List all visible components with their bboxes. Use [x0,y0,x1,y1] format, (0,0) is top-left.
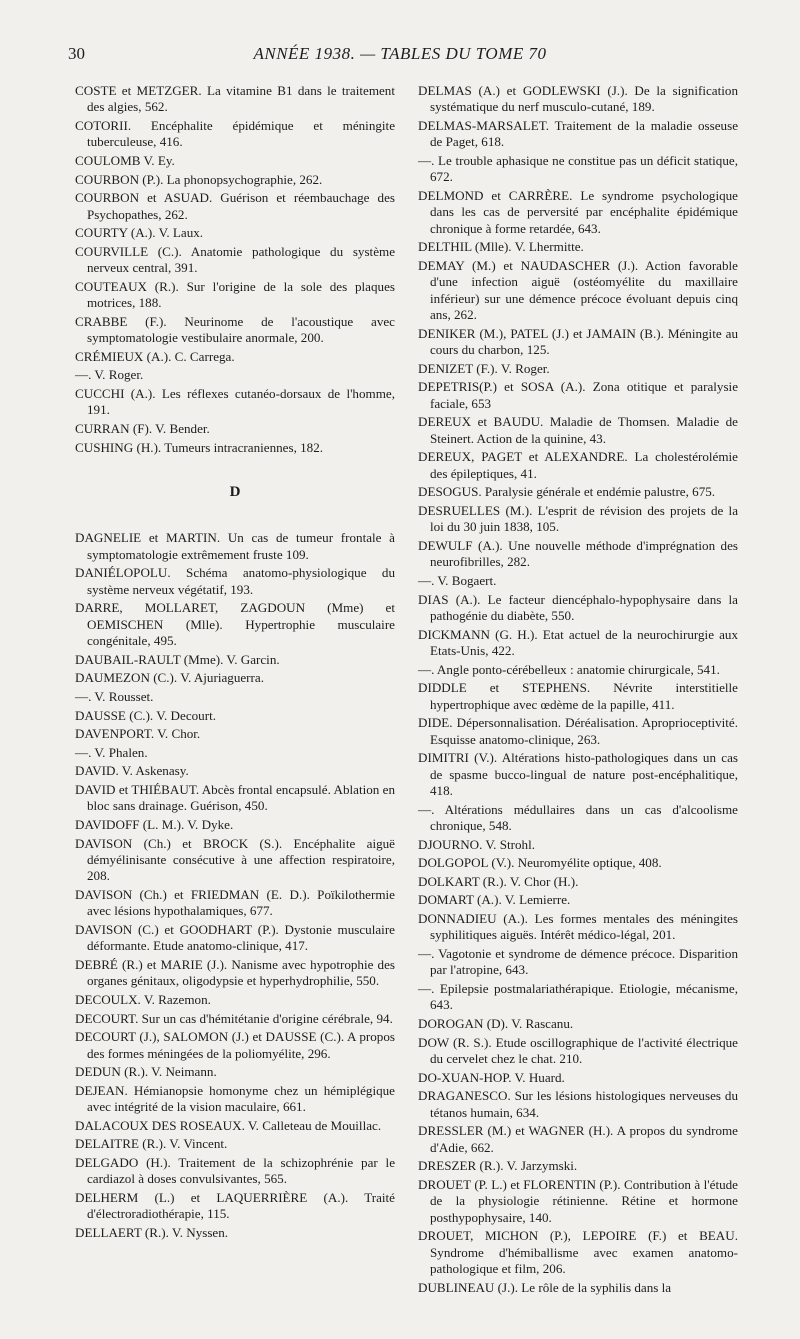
index-entry: —. V. Bogaert. [418,573,497,588]
index-entry: —. V. Rousset. [75,688,154,704]
index-entry: DELMAS (A.) et GODLEWSKI (J.). De la signification systématique du nerf musculo-cutané, 189. [418,83,738,115]
right-column [418,83,738,1298]
index-entry: DECOURT. Sur un cas d'hémitétanie d'origine cérébrale, 94. [75,1010,393,1026]
index-entry: CRÉMIEUX (A.). C. Carrega. [75,348,235,364]
index-entry: DEMAY (M.) et NAUDASCHER (J.). Action favorable d'une infection aiguë (ostéomyélite du maxillaire inférieur) sur une démence précoce évoluant depuis cinq ans, 262. [418,258,738,323]
index-entry: DAVENPORT. V. Chor. [75,726,201,742]
index-entry: DIAS (A.). Le facteur diencéphalo-hypophysaire dans la pathogénie du diabète, 550. [418,591,738,623]
index-entry: DOMART (A.). V. Lemierre. [418,892,571,908]
index-entry: COSTE et METZGER. La vitamine B1 dans le traitement des algies, 562. [75,83,395,115]
entries-d-continued [418,83,738,1296]
index-entry: —. Angle ponto-cérébelleux : anatomie chirurgicale, 541. [418,661,720,677]
index-entry: DEBRÉ (R.) et MARIE (J.). Nanisme avec hypotrophie des organes génitaux, oligodypsie et hyperhydrophilie, 550. [75,956,395,989]
index-entry: COURBON (P.). La phonopsychographie, 262. [75,171,323,187]
index-entry: DEJEAN. Hémianopsie homonyme chez un hémiplégique avec intégrité de la vision maculaire, 661. [75,1082,395,1115]
index-entry: DECOULX. V. Razemon. [75,991,211,1007]
index-entry: DICKMANN (G. H.). Etat actuel de la neurochirurgie aux Etats-Unis, 422. [418,626,738,658]
index-entry: COURBON et ASUAD. Guérison et réembauchage des Psychopathes, 262. [75,190,395,222]
index-entry: DIDE. Dépersonnalisation. Déréalisation. Aproprioceptivité. Esquisse anatomo-clinique, 263. [418,715,738,747]
index-entry: —. Altérations médullaires dans un cas d'alcoolisme chronique, 548. [418,801,738,833]
index-entry: DEWULF (A.). Une nouvelle méthode d'imprégnation des neurofibrilles, 282. [418,538,738,570]
index-entry: DRESZER (R.). V. Jarzymski. [418,1158,578,1174]
index-entry: DAVID et THIÉBAUT. Abcès frontal encapsulé. Ablation en bloc sans drainage. Guérison, 450. [75,781,395,814]
running-title: ANNÉE 1938. — TABLES DU TOME 70 [253,44,547,63]
index-entry: DENIKER (M.), PATEL (J.) et JAMAIN (B.). Méningite au cours du charbon, 125. [418,325,738,358]
index-entry: DAVISON (Ch.) et FRIEDMAN (E. D.). Poïkilothermie avec lésions hypothalamiques, 677. [75,886,395,919]
index-entry: —. Le trouble aphasique ne constitue pas un déficit statique, 672. [418,153,738,185]
index-entry: DAUBAIL-RAULT (Mme). V. Garcin. [75,651,280,667]
index-entry: DEREUX et BAUDU. Maladie de Thomsen. Maladie de Steinert. Action de la quinine, 43. [418,414,738,446]
index-entry: —. V. Phalen. [75,744,148,760]
index-entry: —. V. Roger. [75,367,144,383]
index-entry: DEPETRIS(P.) et SOSA (A.). Zona otitique et paralysie faciale, 653 [418,379,738,411]
index-entry: DALACOUX DES ROSEAUX. V. Calleteau de Mouillac. [75,1117,382,1133]
index-entry: —. Vagotonie et syndrome de démence précoce. Disparition par l'atropine, 643. [418,945,738,978]
index-entry: DESOGUS. Paralysie générale et endémie palustre, 675. [418,484,716,500]
left-column [75,83,395,1244]
index-entry: DELMAS-MARSALET. Traitement de la maladie osseuse de Paget, 618. [418,118,738,150]
index-entry: DECOURT (J.), SALOMON (J.) et DAUSSE (C.). A propos des formes méningées de la poliomyélite, 296. [75,1029,395,1061]
index-entry: COURTY (A.). V. Laux. [75,225,204,241]
index-entry: DO-XUAN-HOP. V. Huard. [418,1069,565,1085]
index-entry: DIMITRI (V.). Altérations histo-pathologiques dans un cas de spasme bucco-lingual de nature post-encéphalitique, 418. [418,750,738,798]
index-entry: DENIZET (F.). V. Roger. [418,360,550,376]
index-entry: DAVISON (C.) et GOODHART (P.). Dystonie musculaire déformante. Etude anatomo-clinique, 417. [75,921,395,954]
index-entry: DAVIDOFF (L. M.). V. Dyke. [75,816,234,832]
index-entry: DRAGANESCO. Sur les lésions histologiques nerveuses du tétanos humain, 634. [418,1088,738,1120]
index-entry: DELGADO (H.). Traitement de la schizophrénie par le cardiazol à doses convulsivantes, 565. [75,1154,395,1187]
index-entry: DEREUX, PAGET et ALEXANDRE. La cholestérolémie des épileptiques, 41. [418,449,738,481]
index-entry: DAGNELIE et MARTIN. Un cas de tumeur frontale à symptomatologie extrêmement fruste 109. [75,530,395,562]
index-entry: DIDDLE et STEPHENS. Névrite interstitielle hypertrophique avec œdème de la papille, 411. [418,680,738,712]
entries-c-group [75,83,395,456]
index-entry: DARRE, MOLLARET, ZAGDOUN (Mme) et OEMISCHEN (Mlle). Hypertrophie musculaire congénitale, 495. [75,600,395,649]
index-entry: DELTHIL (Mlle). V. Lhermitte. [418,239,584,255]
index-entry: DANIÉLOPOLU. Schéma anatomo-physiologique du système nerveux végétatif, 193. [75,565,395,597]
index-entry: DELHERM (L.) et LAQUERRIÈRE (A.). Traité d'électroradiothérapie, 115. [75,1189,395,1222]
page-header [68,44,732,68]
index-entry: DAVISON (Ch.) et BROCK (S.). Encéphalite aiguë démyélinisante consécutive à une affection respiratoire, 208. [75,835,395,884]
index-entry: DEDUN (R.). V. Neimann. [75,1064,217,1080]
index-entry: DOLKART (R.). V. Chor (H.). [418,873,579,889]
index-entry: DROUET (P. L.) et FLORENTIN (P.). Contribution à l'étude de la physiologie rétinienne. Rétine et hormone posthypophysaire, 140. [418,1176,738,1225]
index-entry: CRABBE (F.). Neurinome de l'acoustique avec symptomatologie vestibulaire anormale, 200. [75,313,395,346]
index-entry: COUTEAUX (R.). Sur l'origine de la sole des plaques motrices, 188. [75,278,395,311]
index-entry: DELLAERT (R.). V. Nyssen. [75,1224,229,1240]
index-entry: DAUSSE (C.). V. Decourt. [75,707,216,723]
index-entry: DONNADIEU (A.). Les formes mentales des méningites syphilitiques aiguës. Intérêt médico-légal, 201. [418,910,738,943]
index-entry: DELAITRE (R.). V. Vincent. [75,1136,228,1152]
index-entry: DAVID. V. Askenasy. [75,763,189,779]
index-entry: —. Epilepsie postmalariathérapique. Etiologie, mécanisme, 643. [418,980,738,1013]
index-entry: CURRAN (F). V. Bender. [75,420,210,436]
index-entry: COULOMB V. Ey. [75,153,175,168]
index-entry: DAUMEZON (C.). V. Ajuriaguerra. [75,670,264,686]
section-heading-d: D [229,483,241,500]
index-entry: DESRUELLES (M.). L'esprit de révision des projets de la loi du 30 juin 1838, 105. [418,503,738,535]
index-entry: COTORII. Encéphalite épidémique et méningite tuberculeuse, 416. [75,118,395,150]
index-entry: CUCCHI (A.). Les réflexes cutanéo-dorsaux de l'homme, 191. [75,385,395,418]
index-entry: DOROGAN (D). V. Rascanu. [418,1015,574,1031]
index-entry: DROUET, MICHON (P.), LEPOIRE (F.) et BEAU. Syndrome d'hémiballisme avec examen anatomo-pathologique et film, 206. [418,1228,738,1276]
index-entry: DOLGOPOL (V.). Neuromyélite optique, 408. [418,855,662,871]
index-entry: DUBLINEAU (J.). Le rôle de la syphilis dans la [418,1279,672,1295]
index-entry: DOW (R. S.). Etude oscillographique de l'activité électrique du cervelet chez le chat. 210. [418,1034,738,1066]
index-entry: DJOURNO. V. Strohl. [418,836,536,852]
page-number: 30 [68,44,85,63]
index-entry: CUSHING (H.). Tumeurs intracraniennes, 182. [75,439,324,455]
entries-d-group [75,530,395,1241]
index-entry: DELMOND et CARRÈRE. Le syndrome psychologique dans les cas de perversité par encéphalite épidémique chronique à forme retardée, 643. [418,188,738,236]
index-entry: DRESSLER (M.) et WAGNER (H.). A propos du syndrome d'Adie, 662. [418,1123,738,1155]
index-entry: COURVILLE (C.). Anatomie pathologique du système nerveux central, 391. [75,243,395,276]
